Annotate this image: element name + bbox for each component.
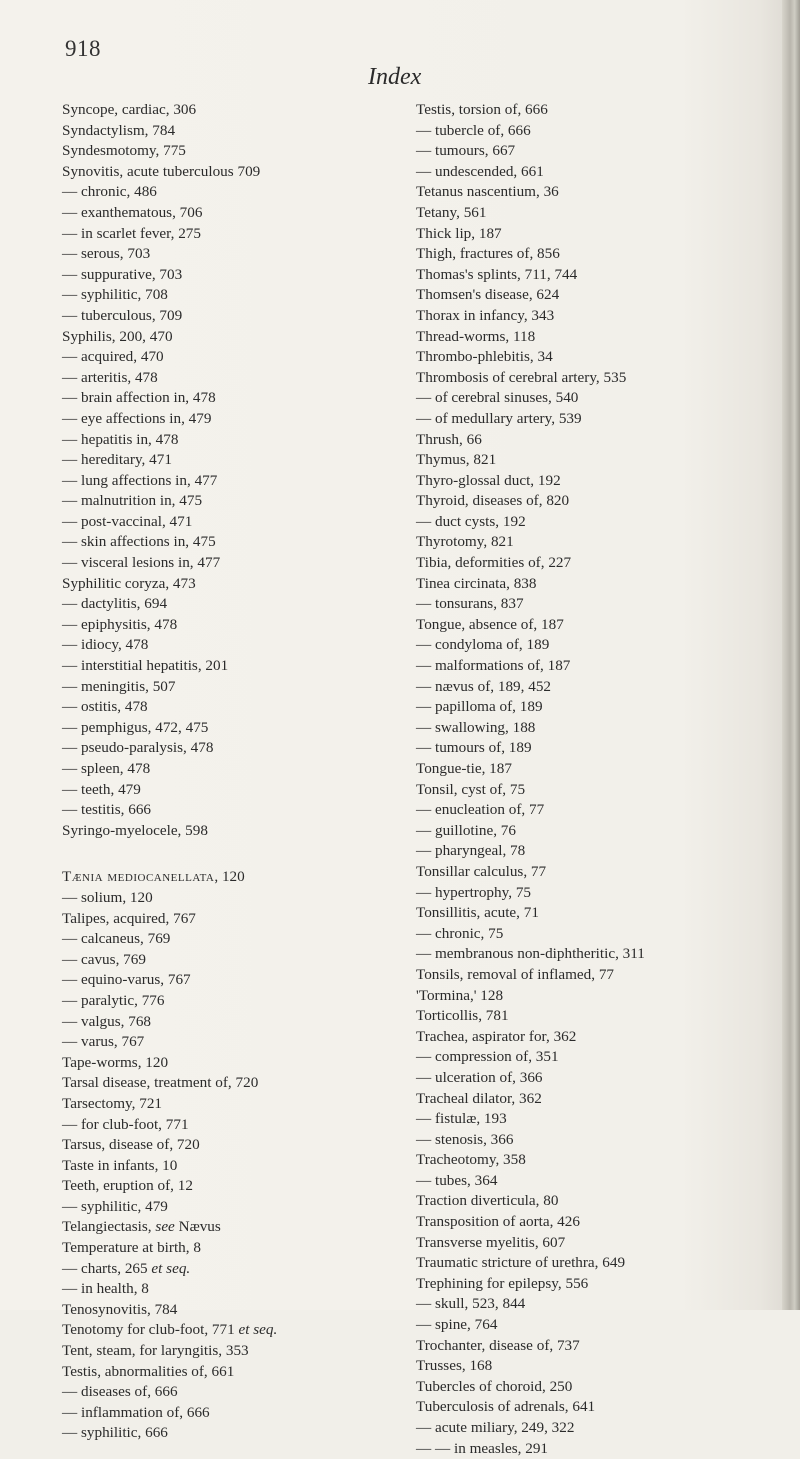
index-entry: — pseudo-paralysis, 478 [62,739,214,757]
index-entry: — stenosis, 366 [416,1130,514,1148]
index-entry: — ostitis, 478 [62,698,148,716]
index-entry: — testitis, 666 [62,801,152,819]
index-entry: Tonsillar calculus, 77 [416,862,547,880]
index-entry: — papilloma of, 189 [416,698,543,716]
index-entry: — lung affections in, 477 [62,471,218,489]
index-entry: — syphilitic, 666 [62,1424,168,1442]
index-entry: Thyroid, diseases of, 820 [416,492,570,510]
index-entry: Syringo-myelocele, 598 [62,821,208,839]
index-entry: — post-vaccinal, 471 [62,512,193,530]
index-entry: Tarsectomy, 721 [62,1094,163,1112]
index-entry: — syphilitic, 479 [62,1197,168,1215]
index-entry: — of cerebral sinuses, 540 [416,389,579,407]
index-entry: Synovitis, acute tuberculous 709 [62,162,261,180]
index-entry: — varus, 767 [62,1033,145,1051]
index-entry: — pharyngeal, 78 [416,842,526,860]
index-entry: — visceral lesions in, 477 [62,554,221,572]
index-entry: — enucleation of, 77 [416,801,545,819]
index-entry: Thrombosis of cerebral artery, 535 [416,368,627,386]
index-entry: — hepatitis in, 478 [62,430,179,448]
index-entry: — nævus of, 189, 452 [416,677,552,695]
index-entry: — ulceration of, 366 [416,1068,543,1086]
index-entry: Thread-worms, 118 [416,327,536,345]
index-entry: Traumatic stricture of urethra, 649 [416,1254,626,1272]
index-entry: — — in measles, 291 [416,1439,549,1457]
index-entry: Trachea, aspirator for, 362 [416,1027,577,1045]
index-column-right [416,100,766,1459]
index-entry: Thorax in infancy, 343 [416,306,555,324]
index-entry: Tonsil, cyst of, 75 [416,780,526,798]
index-entry: Tetanus nascentium, 36 [416,183,559,201]
index-entry: Temperature at birth, 8 [62,1239,201,1257]
index-entry: — exanthematous, 706 [62,203,203,221]
index-entry: — tumours of, 189 [416,739,532,757]
index-entry: Tonsillitis, acute, 71 [416,904,539,922]
index-entry-et-seq: et seq. [238,1321,278,1339]
index-entry: — diseases of, 666 [62,1383,178,1401]
page-edge [782,0,800,1310]
index-entry: Thrush, 66 [416,430,482,448]
index-entry-page: , 120 [214,868,245,886]
index-entry: — skin affections in, 475 [62,533,216,551]
index-entry: Traction diverticula, 80 [416,1192,559,1210]
index-entry: — suppurative, 703 [62,265,183,283]
running-head: Index [368,64,422,90]
index-entry: Syphilis, 200, 470 [62,327,173,345]
index-entry: — for club-foot, 771 [62,1115,189,1133]
index-entry: Taste in infants, 10 [62,1156,178,1174]
index-entry-see-target: Nævus [174,1218,221,1236]
index-entry: — acquired, 470 [62,348,164,366]
page-number: 918 [65,36,101,61]
index-entry: — interstitial hepatitis, 201 [62,657,229,675]
index-entry: — epiphysitis, 478 [62,615,178,633]
index-entry: — tubes, 364 [416,1171,498,1189]
index-entry: — calcaneus, 769 [62,930,171,948]
index-entry-text: — charts, 265 [62,1259,152,1277]
index-entry: Teeth, eruption of, 12 [62,1177,193,1195]
index-entry-see: see [155,1218,175,1236]
index-entry: Transposition of aorta, 426 [416,1213,580,1231]
index-entry: — idiocy, 478 [62,636,149,654]
index-entry: Tracheotomy, 358 [416,1151,526,1169]
index-entry: Tenosynovitis, 784 [62,1300,178,1318]
index-entry: Tape-worms, 120 [62,1053,169,1071]
index-entry: — valgus, 768 [62,1012,152,1030]
index-entry: — malnutrition in, 475 [62,492,203,510]
index-entry: — brain affection in, 478 [62,389,216,407]
index-entry: — compression of, 351 [416,1048,559,1066]
index-entry: Testis, abnormalities of, 661 [62,1362,235,1380]
index-entry: Tent, steam, for laryngitis, 353 [62,1342,249,1360]
index-entry: Trephining for epilepsy, 556 [416,1274,589,1292]
entry-group-t [62,867,402,1444]
index-entry: Thyrotomy, 821 [416,533,514,551]
index-entry: Syndactylism, 784 [62,121,176,139]
index-entry: — in scarlet fever, 275 [62,224,201,242]
index-entry: — fistulæ, 193 [416,1110,507,1128]
index-entry: — malformations of, 187 [416,657,571,675]
index-entry: — spleen, 478 [62,760,151,777]
index-entry: — guillotine, 76 [416,821,516,839]
index-entry: — equino-varus, 767 [62,971,191,989]
index-entry: — meningitis, 507 [62,677,176,695]
index-entry: — tumours, 667 [416,142,516,160]
index-entry: 'Tormina,' 128 [416,986,504,1004]
index-entry: Tetany, 561 [416,203,487,221]
index-entry: Tracheal dilator, 362 [416,1089,542,1107]
index-entry: Thigh, fractures of, 856 [416,245,560,263]
index-entry: — of medullary artery, 539 [416,409,582,427]
index-entry: Thomsen's disease, 624 [416,286,560,304]
index-entry: — acute miliary, 249, 322 [416,1419,575,1436]
index-entry: Syphilitic coryza, 473 [62,574,196,592]
index-entry: Tuberculosis of adrenals, 641 [416,1398,596,1416]
index-entry [62,1259,402,1280]
index-entry-text: Telangiectasis, [62,1218,156,1236]
index-entry: Trochanter, disease of, 737 [416,1336,580,1354]
index-entry: — tuberculous, 709 [62,306,183,324]
index-entry: Trusses, 168 [416,1357,493,1375]
letter-section-gap [62,841,402,867]
index-entry [62,1217,402,1238]
index-entry: — dactylitis, 694 [62,595,168,613]
index-entry: — inflammation of, 666 [62,1403,210,1421]
index-entry: — chronic, 486 [62,183,157,201]
index-entry: — chronic, 75 [416,924,504,942]
index-entry-et-seq: et seq. [151,1259,191,1277]
index-entry: Thyro-glossal duct, 192 [416,471,561,489]
index-column-left [62,100,402,1444]
index-entry: Tarsal disease, treatment of, 720 [62,1074,259,1092]
index-entry: Thomas's splints, 711, 744 [416,265,578,283]
index-entry: — cavus, 769 [62,950,146,968]
index-entry: Thick lip, 187 [416,224,502,242]
index-entry: Torticollis, 781 [416,1007,509,1025]
index-entry: — duct cysts, 192 [416,512,526,530]
index-entry-heading: Tænia mediocanellata [62,868,215,886]
index-entry [62,1320,402,1341]
index-entry: Tubercles of choroid, 250 [416,1377,573,1395]
index-entry: Tonsils, removal of inflamed, 77 [416,965,615,983]
index-entry: Syncope, cardiac, 306 [62,101,197,118]
index-entry: Tongue-tie, 187 [416,760,512,777]
index-entry: — spine, 764 [416,1316,498,1334]
index-entry: Tarsus, disease of, 720 [62,1136,200,1154]
index-entry: — in health, 8 [62,1280,149,1298]
index-entry: Thrombo-phlebitis, 34 [416,348,553,366]
index-entry: — hypertrophy, 75 [416,883,532,901]
index-entry: — tubercle of, 666 [416,121,531,139]
index-entry: — teeth, 479 [62,780,141,798]
index-entry: Testis, torsion of, 666 [416,101,548,118]
index-entry: Talipes, acquired, 767 [62,909,196,927]
index-entry: Transverse myelitis, 607 [416,1233,566,1251]
index-entry: — tonsurans, 837 [416,595,524,613]
index-entry: Syndesmotomy, 775 [62,142,186,160]
index-entry: — paralytic, 776 [62,991,165,1009]
index-entry: — eye affections in, 479 [62,409,212,427]
index-entry: — swallowing, 188 [416,718,536,736]
index-entry: — hereditary, 471 [62,451,172,469]
index-entry: — skull, 523, 844 [416,1295,526,1313]
index-entry: Tinea circinata, 838 [416,574,537,592]
index-entry: — membranous non-diphtheritic, 311 [416,945,645,963]
index-entry: Tongue, absence of, 187 [416,615,564,633]
index-entry: Thymus, 821 [416,451,497,469]
index-entry: — arteritis, 478 [62,368,158,386]
index-entry: Tibia, deformities of, 227 [416,554,572,572]
index-entry: — syphilitic, 708 [62,286,168,304]
index-entry [62,867,402,888]
index-entry: — solium, 120 [62,888,153,906]
index-entry: — undescended, 661 [416,162,544,180]
index-entry: — condyloma of, 189 [416,636,550,654]
index-entry-text: Tenotomy for club-foot, 771 [62,1321,239,1339]
entry-group-s [62,100,402,841]
index-entry: — serous, 703 [62,245,151,263]
index-entry: — pemphigus, 472, 475 [62,718,209,736]
